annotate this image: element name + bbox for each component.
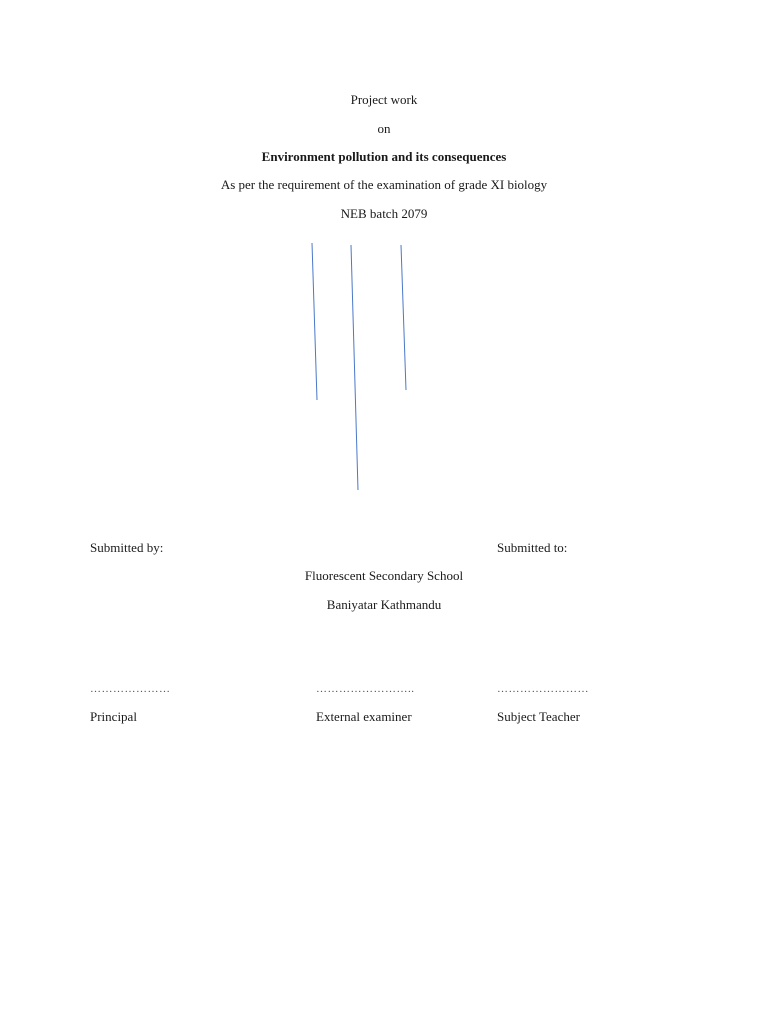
decorative-line-left [312,243,317,400]
school-name: Fluorescent Secondary School [304,568,464,583]
batch-text: NEB batch 2079 [340,206,428,221]
signature-role-principal: Principal [90,709,137,724]
signature-role-external-examiner: External examiner [316,709,412,724]
submitted-by-label: Submitted by: [90,540,164,555]
project-title-line2: on [377,121,391,136]
decorative-line-right [401,245,406,390]
requirement-text: As per the requirement of the examination of grade XI biology [220,177,548,192]
project-title-line1: Project work [350,92,418,107]
decorative-line-middle [351,245,358,490]
signature-dots-external-examiner: …………………….. [316,683,415,695]
signature-dots-subject-teacher: …………………… [497,683,589,695]
signature-role-subject-teacher: Subject Teacher [497,709,580,724]
school-address: Baniyatar Kathmandu [326,597,442,612]
submitted-to-label: Submitted to: [497,540,568,555]
signature-dots-principal: ………………… [90,683,171,695]
topic-heading: Environment pollution and its consequences [261,149,507,164]
